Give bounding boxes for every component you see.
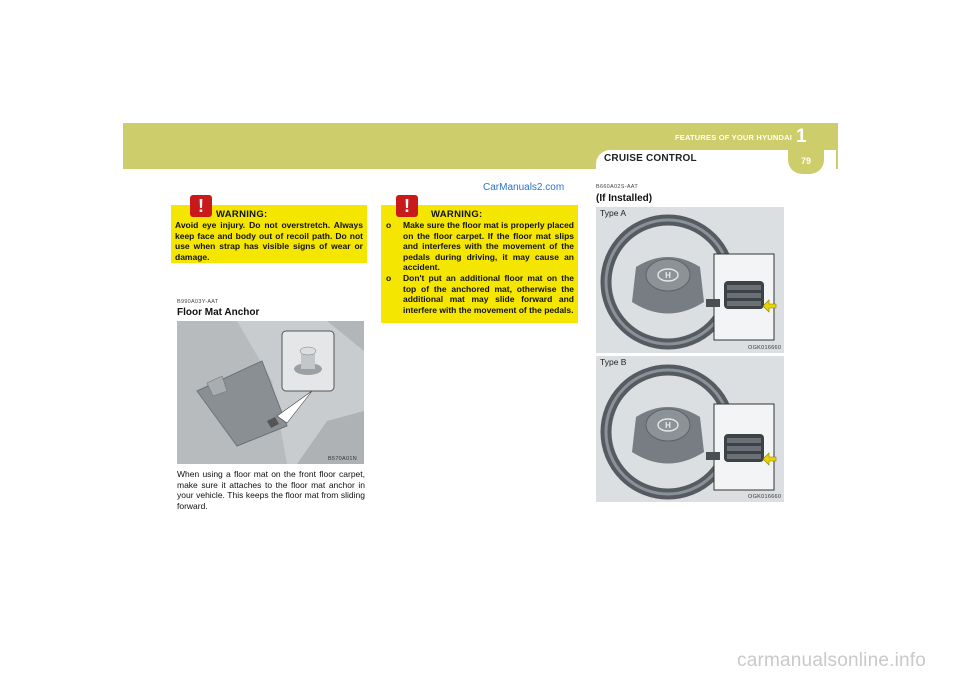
middle-warning-title: WARNING: [431,209,483,220]
floor-mat-body: When using a floor mat on the front floor carpet, make sure it attaches to the floor mat anchor in your vehicle. This keeps the floor mat from sliding forward. [177,469,365,511]
watermark-carmanuals2: CarManuals2.com [483,182,565,193]
floor-mat-code: B990A03Y-AAT [177,299,219,305]
section-title: CRUISE CONTROL [604,153,697,164]
floor-mat-illustration [177,321,364,464]
cruise-code: B660A02S-AAT [596,184,639,190]
footer-watermark[interactable]: carmanualsonline.info [737,650,927,671]
middle-warning-list [386,220,574,315]
warning-item-text: Make sure the floor mat is properly placed on the floor carpet. If the floor mat slips and interferes with the movement of the pedals during driving, it may cause an accident. [403,220,574,273]
left-warning-title: WARNING: [216,209,268,220]
type-b-figure-code: OGK016660 [748,494,782,500]
type-b-figure [596,356,784,502]
warning-item-text: Don't put an additional floor mat on the top of the anchored mat, otherwise the additional mat may slide forward and interfere with the movement of the pedals. [403,272,574,315]
floor-mat-heading: Floor Mat Anchor [177,307,260,318]
warning-item [386,273,574,315]
left-warning-text: Avoid eye injury. Do not overstretch. Always keep face and body out of recoil path. Do not use when strap has visible signs of wear or damage. [175,220,363,262]
page-number: 79 [800,156,811,166]
floor-mat-figure [177,321,364,464]
chapter-title: FEATURES OF YOUR HYUNDAI [674,133,792,142]
type-b-label: Type B [600,357,627,367]
cruise-heading: (If Installed) [596,193,653,204]
chapter-number: 1 [796,126,807,147]
svg-text:H: H [665,421,671,430]
bullet-marker: o [386,272,392,283]
steering-wheel-b-illustration [596,356,784,502]
warning-icon: ! [396,195,418,217]
steering-wheel-a-illustration [596,207,784,353]
type-a-figure [596,207,784,353]
bullet-marker: o [386,220,392,230]
warning-item [386,220,574,273]
type-a-figure-code: OGK016660 [748,345,782,351]
warning-icon: ! [190,195,212,217]
svg-text:H: H [665,271,671,280]
floor-mat-figure-code: B570A01N [328,456,358,462]
type-a-label: Type A [600,208,626,218]
